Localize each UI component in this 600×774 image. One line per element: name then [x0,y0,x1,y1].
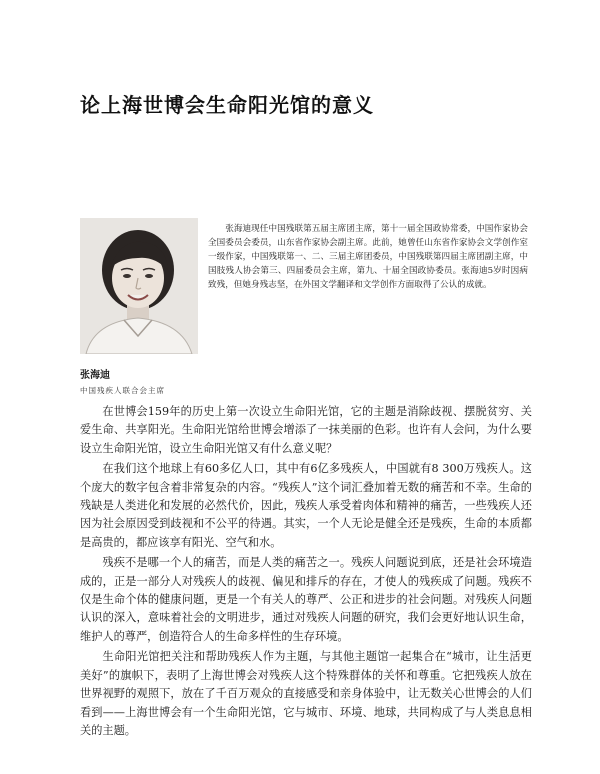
author-organization: 中国残疾人联合会主席 [80,386,165,395]
author-bio: 张海迪现任中国残联第五届主席团主席，第十一届全国政协常委，中国作家协会全国委员会委员，山东省作家协会副主席。此前，她曾任山东省作家协会文学创作室一级作家，中国残联第一、二、三届主席团委员，中国残联第四届主席团副主席，中国肢残人协会第三、四届委员会主席，第九、十届全国政协委员。张海迪5岁时因病致残，但她身残志坚，在外国文学翻译和文学创作方面取得了公认的成就。 [208,223,528,291]
author-name: 张海迪 [80,370,110,381]
article-body [80,403,532,742]
author-photo [80,218,198,354]
body-paragraph: 在我们这个地球上有60多亿人口，其中有6亿多残疾人，中国就有8 300万残疾人。这个庞大的数字包含着非常复杂的内容。“残疾人”这个词汇叠加着无数的痛苦和不幸。生命的残缺是人类进化和发展的必然代价，因此，残疾人承受着肉体和精神的痛苦，一些残疾人还因为社会原因受到歧视和不公平的待遇。其实，一个人无论是健全还是残疾，生命的本质都是高贵的，都应该享有阳光、空气和水。 [80,462,532,549]
body-paragraph: 残疾不是哪一个人的痛苦，而是人类的痛苦之一。残疾人问题说到底，还是社会环境造成的，正是一部分人对残疾人的歧视、偏见和排斥的存在，才使人的残疾成了问题。残疾不仅是生命个体的健康问题，更是一个有关人的尊严、公正和进步的社会问题。对残疾人问题认识的深入，意味着社会的文明进步，通过对残疾人问题的研究，我们会更好地认识生命，维护人的尊严，创造符合人的生命多样性的生存环境。 [80,556,532,643]
author-portrait-icon [80,218,198,354]
body-paragraph: 在世博会159年的历史上第一次设立生命阳光馆，它的主题是消除歧视、摆脱贫穷、关爱生命、共享阳光。生命阳光馆给世博会增添了一抹美丽的色彩。也许有人会问，为什么要设立生命阳光馆，设立生命阳光馆又有什么意义呢？ [80,405,532,455]
body-paragraph: 生命阳光馆把关注和帮助残疾人作为主题，与其他主题馆一起集合在“城市，让生活更美好”的旗帜下，表明了上海世博会对残疾人这个特殊群体的关怀和尊重。它把残疾人放在世界视野的观照下，放在了千百万观众的直接感受和亲身体验中，让无数关心世博会的人们看到——上海世博会有一个生命阳光馆，它与城市、环境、地球，共同构成了与人类息息相关的主题。 [80,650,532,737]
article-title: 论上海世博会生命阳光馆的意义 [80,93,374,118]
